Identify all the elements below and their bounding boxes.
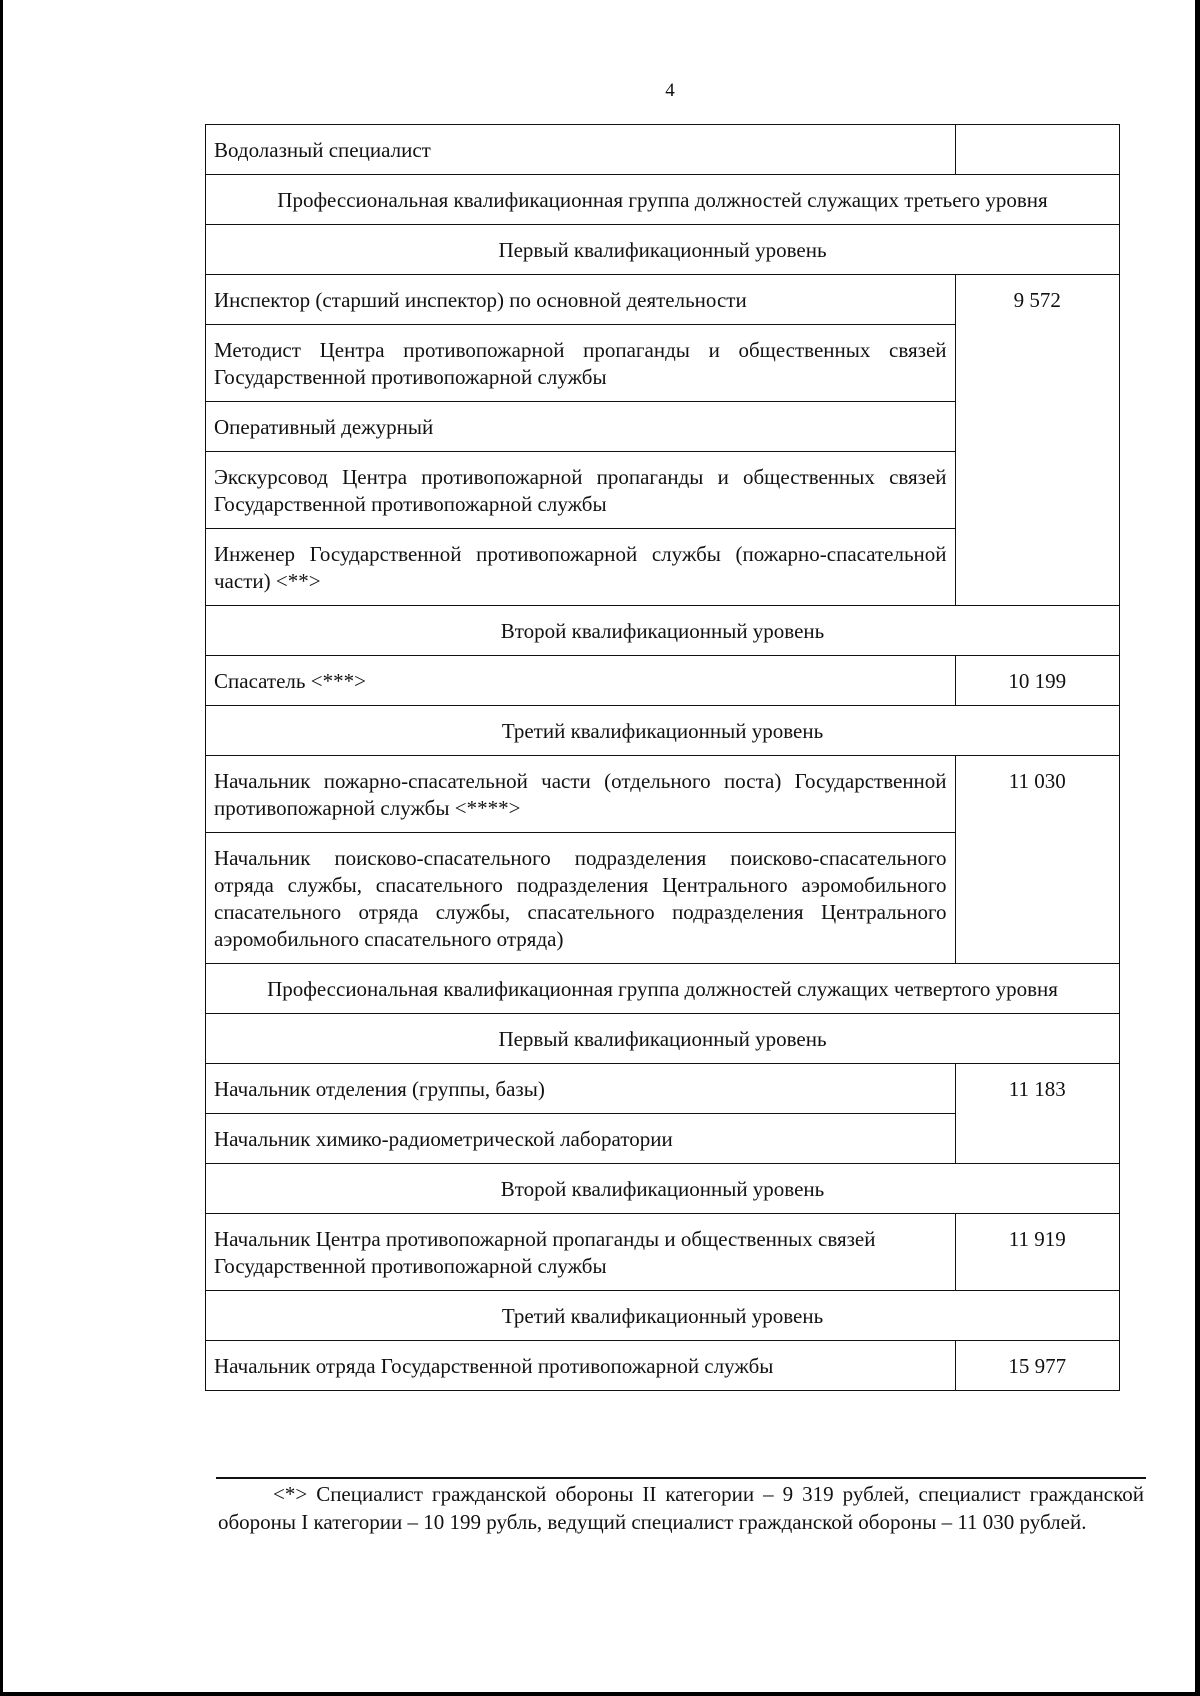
qualification-level-heading: Второй квалификационный уровень xyxy=(206,606,1120,656)
salary-value: 15 977 xyxy=(955,1341,1119,1391)
salary-value: 11 183 xyxy=(955,1064,1119,1164)
salary-table xyxy=(205,124,1120,1391)
position-name: Инженер Государственной противопожарной службы (пожарно-спасательной части) <**> xyxy=(206,529,956,606)
position-name: Начальник поисково-спасательного подразделения поисково-спасательного отряда службы, спасательного подразделения Центрального аэромобильного спасательного отряда службы, спасательного подразделения Центрального аэромобильного спасательного отряда) xyxy=(206,833,956,964)
qualification-level-heading: Третий квалификационный уровень xyxy=(206,706,1120,756)
position-name: Начальник отделения (группы, базы) xyxy=(206,1064,956,1114)
table-row xyxy=(206,606,1120,656)
qualification-level-heading: Второй квалификационный уровень xyxy=(206,1164,1120,1214)
position-name: Начальник отряда Государственной противопожарной службы xyxy=(206,1341,956,1391)
position-name: Оперативный дежурный xyxy=(206,402,956,452)
table-row xyxy=(206,275,1120,325)
table-row xyxy=(206,1164,1120,1214)
qualification-level-heading: Третий квалификационный уровень xyxy=(206,1291,1120,1341)
salary-value: 11 030 xyxy=(955,756,1119,964)
table-row xyxy=(206,756,1120,833)
position-name: Начальник пожарно-спасательной части (отдельного поста) Государственной противопожарной службы <****> xyxy=(206,756,956,833)
table-row xyxy=(206,1064,1120,1114)
table-row xyxy=(206,964,1120,1014)
table-row xyxy=(206,706,1120,756)
table-row xyxy=(206,1214,1120,1291)
table-row xyxy=(206,125,1120,175)
position-name: Водолазный специалист xyxy=(206,125,956,175)
footnote-divider xyxy=(216,1477,1146,1479)
salary-value: 9 572 xyxy=(955,275,1119,606)
salary-value xyxy=(955,125,1119,175)
position-name: Методист Центра противопожарной пропаганды и общественных связей Государственной противопожарной службы xyxy=(206,325,956,402)
page-number: 4 xyxy=(665,80,675,101)
table-row xyxy=(206,175,1120,225)
position-name: Экскурсовод Центра противопожарной пропаганды и общественных связей Государственной противопожарной службы xyxy=(206,452,956,529)
table-row xyxy=(206,1341,1120,1391)
footnote: <*> Специалист гражданской обороны II категории – 9 319 рублей, специалист гражданской обороны I категории – 10 199 рубль, ведущий специалист гражданской обороны – 11 030 рублей. xyxy=(218,1482,1144,1534)
table-row xyxy=(206,656,1120,706)
position-name: Инспектор (старший инспектор) по основной деятельности xyxy=(206,275,956,325)
table-row xyxy=(206,1291,1120,1341)
qualification-group-heading: Профессиональная квалификационная группа должностей служащих четвертого уровня xyxy=(206,964,1120,1014)
position-name: Начальник Центра противопожарной пропаганды и общественных связей Государственной противопожарной службы xyxy=(206,1214,956,1291)
table-row xyxy=(206,225,1120,275)
table-row xyxy=(206,1014,1120,1064)
salary-value: 11 919 xyxy=(955,1214,1119,1291)
qualification-level-heading: Первый квалификационный уровень xyxy=(206,1014,1120,1064)
qualification-level-heading: Первый квалификационный уровень xyxy=(206,225,1120,275)
position-name: Начальник химико-радиометрической лаборатории xyxy=(206,1114,956,1164)
position-name: Спасатель <***> xyxy=(206,656,956,706)
salary-value: 10 199 xyxy=(955,656,1119,706)
qualification-group-heading: Профессиональная квалификационная группа должностей служащих третьего уровня xyxy=(206,175,1120,225)
